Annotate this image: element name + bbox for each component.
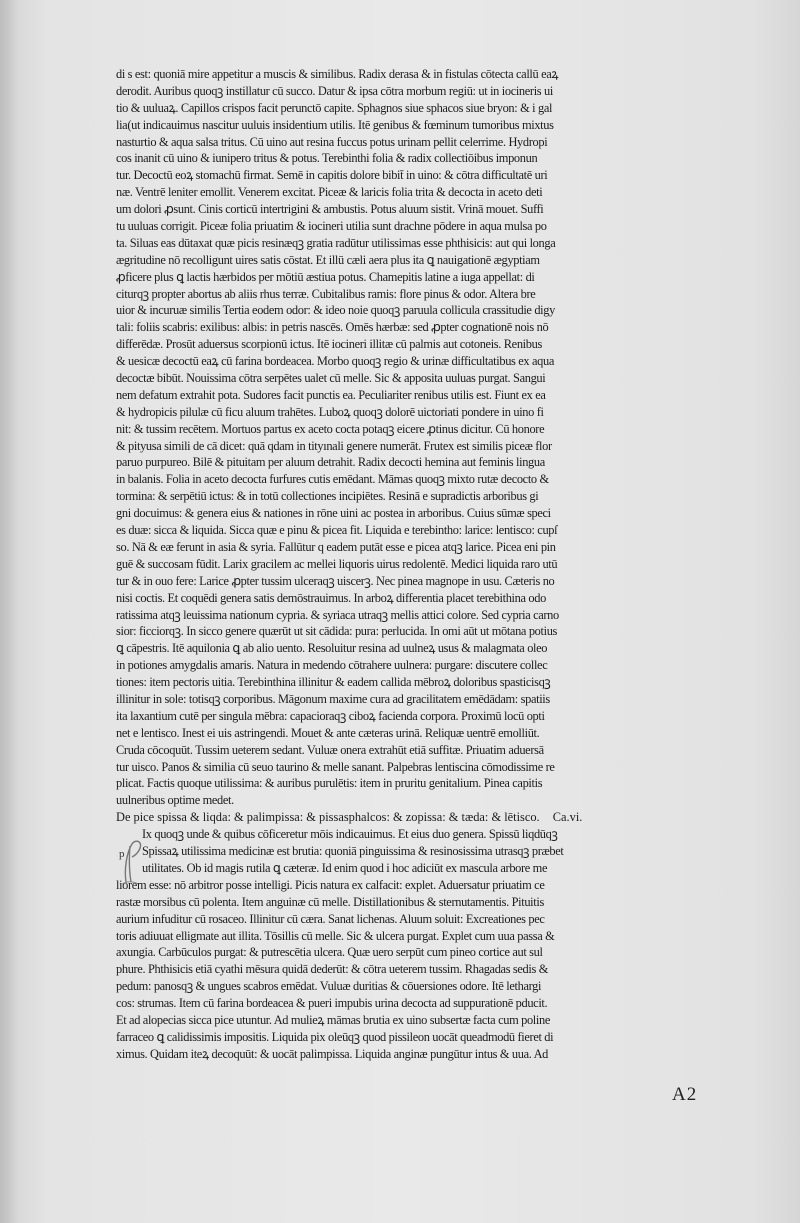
text-line: tali: foliis scabris: exilibus: albis: in petris nascēs. Omēs hærbæ: sed ꝓpter cognationē nois nō	[116, 320, 549, 335]
text-line: toris adiuuat elligmate aut illita. Tōsillis cū melle. Sic & ulcera purgat. Explet cum uua passa &	[116, 928, 555, 943]
text-line: nit: & tussim recētem. Mortuos partus ex aceto cocta potaqꝫ eicere ꝓtinus dicitur. Cū honore	[116, 421, 545, 436]
text-line: Et ad alopecias sicca pice utuntur. Ad mulieꝝ māmas brutia ex uino subsertæ facta cum poline	[116, 1012, 550, 1027]
text-line: guē & succosam fūdit. Larix gracilem ac mellei liquoris uirus redolentē. Medici liquida raro utū	[116, 556, 558, 571]
text-line: net e lentisco. Inest ei uis astringendi. Mouet & ante cæteras urinā. Reliquæ uentrē emolliūt.	[116, 725, 540, 740]
text-line: cos: strumas. Item cū farina bordeacea & pueri impubis urina decocta ad suppurationē pducit.	[116, 996, 548, 1011]
text-line: tur. Decoctū eoꝝ stomachū firmat. Semē in capitis dolore bibit̄ in uino: & cōtra difficultatē uri	[116, 168, 548, 183]
text-line: nem defatum extrahit pota. Sudores facit punctis ea. Peculiariter renibus utilis est. Fiunt ex ea	[116, 387, 546, 402]
text-line: decoctæ bibūt. Nouissima cōtra serpētes ualet cū melle. Sic & apposita uuluas purgat. Sangui	[116, 371, 546, 386]
text-line: phure. Phthisicis etiā cyathi mēsura quidā dederūt: & cōtra ueterem tussim. Rhagadas sedis &	[116, 962, 548, 977]
text-line: um dolori ꝓsunt. Cinis corticū intertrigini & ambustis. Potus aluum sistit. Vrinā mouet. Suffi	[116, 202, 544, 217]
signature-mark: A2	[672, 1084, 698, 1105]
text-line: es duæ: sicca & liquida. Sicca quæ e pinu & picea fit. Liquida e terebintho: larice: lentisco: cupſ	[116, 523, 558, 538]
text-line: cos inanit cū uino & iunipero tritus & potus. Terebinthi folia & radix collectiōibus imponun	[116, 151, 538, 166]
text-line: sior: ficciorqꝫ. In sicco genere quærūt ut sit cādida: pura: perlucida. In omi aūt ut mōtana potius	[116, 624, 558, 639]
text-line: di s est: quoniā mire appetitur a muscis & similibus. Radix derasa & in fistulas cōtecta callū eaꝝ	[116, 67, 559, 81]
text-line: axungia. Carbūculos purgat: & putrescētia ulcera. Quæ uero serpūt cum pineo cortice aut sul	[116, 945, 543, 960]
text-line: in balanis. Folia in aceto decocta furfures cutis emēdant. Māmas quoqꝫ mixto rutæ decocto &	[116, 472, 549, 487]
text-line: derodit. Auribus quoqꝫ instillatur cū succo. Datur & ipsa cōtra morbum regiū: ut in iocineris ui	[116, 83, 553, 98]
drop-cap-guide-letter: p	[119, 848, 125, 860]
text-line: & uesicæ decoctū eaꝝ cū farina bordeacea. Morbo quoqꝫ regio & urinæ difficultatibus ex aqua	[116, 354, 554, 369]
text-line: nisi coctis. Et coquēdi genera satis demōstrauimus. In arboꝝ differentia placet terebithina odo	[116, 590, 546, 605]
text-line: lia(ut indicauimus nascitur uuluis insidentium utilis. Itē genibus & fœminum tumoribus mixtus	[116, 117, 554, 132]
text-line: plicat. Factis quoque utilissima: & auribus purulētis: item in pruritu genitalium. Pinea capitis	[116, 776, 543, 791]
text-line: uulneribus optime medet.	[116, 793, 234, 808]
text-line: næ. Ventrē leniter emollit. Venerem excitat. Piceæ & laricis folia trita & decocta in aceto deti	[116, 185, 543, 200]
text-line: nasturtio & aqua salsa tritus. Cū uino aut resina fuccus potus urinam pellit celerrime. Hydropi	[116, 134, 548, 149]
text-line: gni docuimus: & genera eius & nationes in rōne uini ac postea in arboribus. Cuius sūmæ speci	[116, 506, 551, 521]
text-line: illinitur in sole: totisqꝫ corporibus. Māgonum maxime cura ad gracilitatem emēdādam: spatiis	[116, 691, 550, 706]
text-line: ratissima atqꝫ leuissima nationum cypria. & syriaca utraqꝫ mellis attici colore. Sed cypria carno	[116, 607, 559, 622]
text-line: uior & incuruæ similis Tertia eodem odor: & ideo noie quoqꝫ paruula collicula crassitudie digy	[116, 303, 555, 318]
text-line: & pityusa simili de cā dicet: quā qdam in tityınali genere numerāt. Frutex est similis piceæ flor	[116, 438, 552, 453]
paragraph-after-heading	[116, 826, 712, 1062]
chapter-heading-line	[116, 809, 712, 826]
text-line: Ix quoqꝫ unde & quibus cōficeretur mōis indicauimus. Et eius duo genera. Spissū liqdūqꝫ	[142, 827, 558, 842]
text-line: in potiones amygdalis amaris. Natura in medendo cōtrahere uulnera: purgare: discutere collec	[116, 658, 548, 673]
drop-cap-flourish-icon	[118, 838, 144, 886]
text-line: tiones: item pectoris uitia. Terebinthina illinitur & eadem callida mēbroꝝ doloribus spasticisqꝫ	[116, 675, 551, 690]
text-line: farraceo ꝗ calidissimis impositis. Liquida pix oleūqꝫ quod pissileon uocāt queadmodū fieret di	[116, 1029, 554, 1044]
text-line: ꝓficere plus ꝗ lactis hærbidos per mōtiū æstiua potus. Chamepitis latine a iuga appellat: di	[116, 269, 535, 284]
text-line: so. Nā & eæ ferunt in asia & syria. Fallūtur q eadem putāt esse e picea atqꝫ larice. Picea eni pin	[116, 539, 556, 554]
text-line: tio & uuluaꝝ. Capillos crispos facit perunctō capite. Sphagnos siue sphacos siue bryon: & i gal	[116, 100, 553, 115]
text-line: utilitates. Ob id magis rutila ꝗ cæteræ. Id enim quod i hoc adiciūt ex mascula arbore me	[142, 860, 548, 875]
text-line: tur uisco. Panos & similia cū seuo taurino & melle sanant. Palpebras lentiscina cōmodissime re	[116, 759, 555, 774]
text-line: aurium infuditur cū rosaceo. Illinitur cū cæra. Sanat lichenas. Aluum soluit: Excreationes pec	[116, 911, 545, 926]
text-line: Spissaꝝ utilissima medicinæ est brutia: quoniā pinguissima & resinosissima utrasqꝫ præbet	[142, 844, 564, 859]
text-line: tormina: & serpētiū ictus: & in totū collectiones incipiētes. Resinā e supradictis arboribus gi	[116, 489, 539, 504]
chapter-heading: De pice spissa & liqda: & palimpissa: & pissasphalcos: & zopissa: & tæda: & lētisco.	[116, 810, 540, 825]
text-line: tu uuluas corrigit. Piceæ folia priuatim & iocineri utilia sunt drachne pōdere in aqua mulsa po	[116, 219, 547, 234]
text-line: pedum: panosqꝫ & ungues scabros emēdat. Vuluæ duritias & cōuersiones odore. Itē lethargi	[116, 979, 542, 994]
page-gutter-shadow	[0, 0, 18, 1223]
text-line: ximus. Quidam iteꝝ decoquūt: & uocāt palimpissa. Liquida anginæ pungūtur intus & uua. Ad	[116, 1046, 549, 1061]
paragraph-top	[116, 66, 712, 809]
text-line: & hydropicis pilulæ cū ficu aluum trahētes. Luboꝝ quoqꝫ dolorē uictoriati pondere in uino fi	[116, 404, 544, 419]
text-line: ægritudine nō recolligunt uires satis cōstat. Et illū cæli aera plus ita ꝗ nauigationē ægyptiam	[116, 252, 540, 267]
text-line: ta. Siluas eas dūtaxat quæ picis resinæqꝫ gratia radūtur utilissimas esse phthisicis: aut qui longa	[116, 235, 556, 250]
chapter-number: Ca.vi.	[552, 810, 583, 825]
text-line: Cruda cōcoquūt. Tussim ueterem sedant. Vuluæ onera extrahūt etiā suffitæ. Priuatim aduersā	[116, 742, 544, 757]
text-line: differēdæ. Prosūt aduersus scorpionū ictus. Itē iocineri illitæ cū palmis aut cotoneis. Renibus	[116, 337, 542, 352]
text-line: ꝗ cāpestris. Itē aquilonia ꝗ ab alio uento. Resoluitur resina ad uulneꝝ usus & malagmata oleo	[116, 641, 548, 656]
text-line: tur & in ouo fere: Larice ꝓpter tussim ulceraqꝫ uiscerꝫ. Nec pinea magnope in usu. Cæteris no	[116, 573, 555, 588]
text-line: rastæ morsibus cū polenta. Item anguinæ cū melle. Distillationibus & sternutamentis. Pituitis	[116, 894, 544, 909]
text-block	[116, 66, 712, 1063]
drop-cap-initial	[118, 838, 144, 886]
text-line: ita laxantium cutē per singula mēbra: capacioraqꝫ ciboꝝ facienda corpora. Proximū locū opti	[116, 708, 545, 723]
text-line: paruo purpureo. Bilē & pituitam per aluum detrahit. Radix decocti hemina aut feminis lingua	[116, 455, 545, 470]
text-line: liorem esse: nō arbitror posse intelligi. Picis natura ex calfacit: explet. Aduersatur priuatim ce	[116, 877, 545, 892]
text-line: citurqꝫ propter abortus ab aliis rhus terræ. Cubitalibus ramis: flore pinus & odor. Altera bre	[116, 286, 536, 301]
